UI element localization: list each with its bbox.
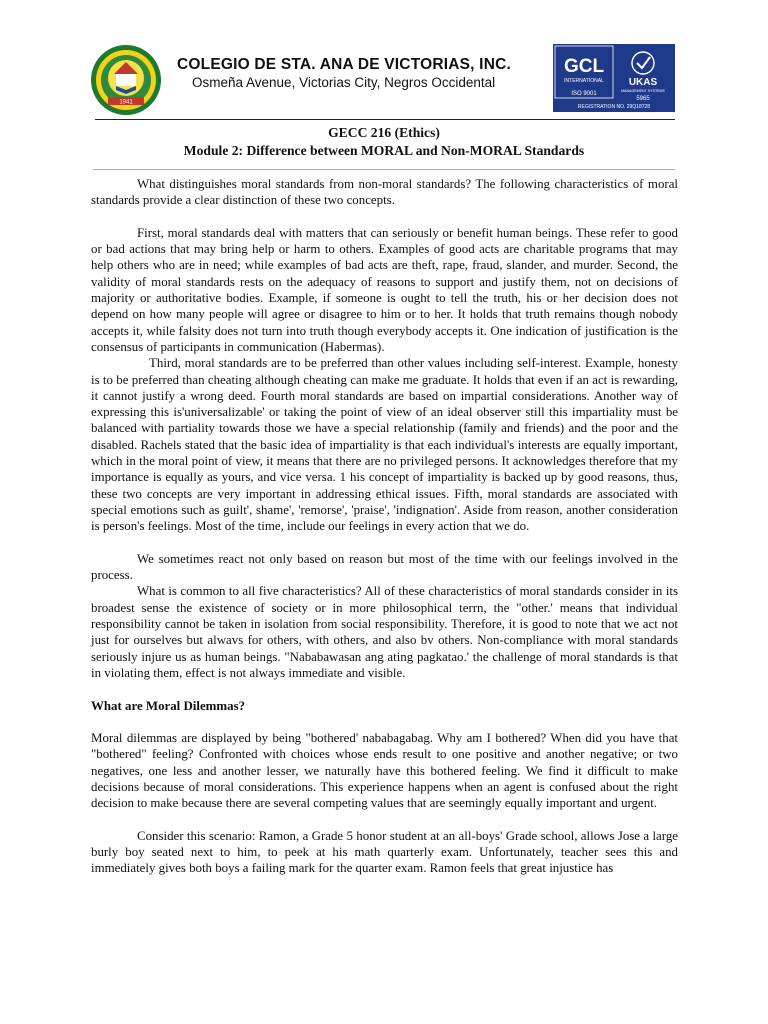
cert-registration: REGISTRATION NO. 29Q18728 — [577, 104, 651, 110]
seal-year: 1941 — [119, 99, 133, 106]
paragraph-common: What is common to all five characteristics? All of these characteristics of moral standards consider in its broadest sense the existence of society or in more philosophical terrn, the "other.' means that individual responsibility cannot be taken in isolation from social responsibility. Therefore, it is good to note that we act not just for ourselves but alwavs for others, with others, and also bv others. Non-compliance with moral standards seriously injure us as human beings. "Nababawasan ang ating pagkatao.' the challenge of moral standards is that in violating them, effect is not always immediate and visible. — [91, 584, 678, 680]
title-divider — [93, 169, 675, 170]
header-divider — [95, 119, 675, 120]
school-address: Osmeña Avenue, Victorias City, Negros Occidental — [192, 75, 496, 90]
paragraph-intro: What distinguishes moral standards from non-moral standards? The following characteristics of moral standards provide a clear distinction of these two concepts. — [91, 177, 678, 208]
paragraph-scenario: Consider this scenario: Ramon, a Grade 5 honor student at an all-boys' Grade school, allows Jose a large burly boy seated next to him, to peek at his math quarterly exam. Unfortunately, teacher sees this and immediately gives both boys a failing mark for the quarter exam. Ramon feels that great injustice has — [91, 828, 678, 876]
section-heading: What are Moral Dilemmas? — [91, 698, 246, 713]
paragraph-first-second: First, moral standards deal with matters that can seriously or benefit human beings. These refer to good or bad actions that may bring help or harm to others. Examples of good acts are charitable programs that may help others who are in need; while examples of bad acts are theft, rape, fraud, slander, and murder. Second, the validity of moral standards rests on the adequacy of reasons to support and justify them, not on decisions of majority or authoritative bodies. Example, if someone is ought to tell the truth, his or her decision does not depend on how many people will agree or disagree to him or to her. It holds that truth remains though nobody accepts it, while falsity does not turn into truth though everybody accepts it. One indication of justification is the consensus of participants in communication (Habermas). — [91, 225, 678, 354]
paragraph-third-fifth: Third, moral standards are to be preferred than other values including self-interest. Example, honesty is to be preferred than cheating although cheating can make me graduate. It holds that even if an act is rewarding, it cannot justify a wrong deed. Fourth moral standards are based on impartial considerations. Another way of expressing this is'universalizable' or taking the point of view of an ideal observer still this impartiality must be balanced with partiality towards those we have a special relationship (family and friends) and the poor and the disabled. Rachels stated that the basic idea of impartiality is that each individual's interests are equally important, which in the moral point of view, it means that there are no privileged persons. It acknowledges therefore that my importance is equally as yours, and vice versa. 1 his concept of impartiality is backed up by good reasons, thus, these two concepts are very important in addressing ethical issues. Fifth, moral standards are associated with special emotions such as guilt', shame', 'remorse', 'praise', 'indignation'. Aside from reason, another consideration is person's feelings. Most of the time, include our feelings in every action that we do. — [91, 356, 678, 534]
school-seal-icon — [90, 44, 162, 116]
cert-iso: ISO 9001 — [571, 91, 597, 97]
cert-ukas: UKAS — [628, 77, 658, 88]
cert-code: 5965 — [636, 96, 650, 102]
course-title: GECC 216 (Ethics) — [328, 125, 440, 140]
paragraph-feelings: We sometimes react not only based on reason but most of the time with our feelings involved in the process. — [91, 551, 678, 583]
letterhead — [90, 44, 690, 116]
paragraph-dilemmas: Moral dilemmas are displayed by being "bothered' nababagabag. Why am I bothered? When did you have that "bothered" feeling? Confronted with choices whose ends result to one positive and another negative; or two negatives, one less and another lesser, we naturally have this bothered feeling. We find it difficult to make decisions because of moral considerations. This experience happens when an agent is confused about the right decision to make because there are several competing values that are seemingly equally important and urgent. — [91, 731, 678, 811]
cert-brand: GCL — [563, 56, 605, 77]
cert-ukas-sub: MANAGEMENT SYSTEMS — [621, 89, 665, 93]
cert-brand-sub: INTERNATIONAL — [564, 78, 604, 84]
school-name: COLEGIO DE STA. ANA DE VICTORIAS, INC. — [177, 56, 511, 73]
document-body — [91, 176, 678, 877]
iso-certification-badge — [553, 44, 675, 112]
module-title: Module 2: Difference between MORAL and Non-MORAL Standards — [183, 143, 585, 158]
